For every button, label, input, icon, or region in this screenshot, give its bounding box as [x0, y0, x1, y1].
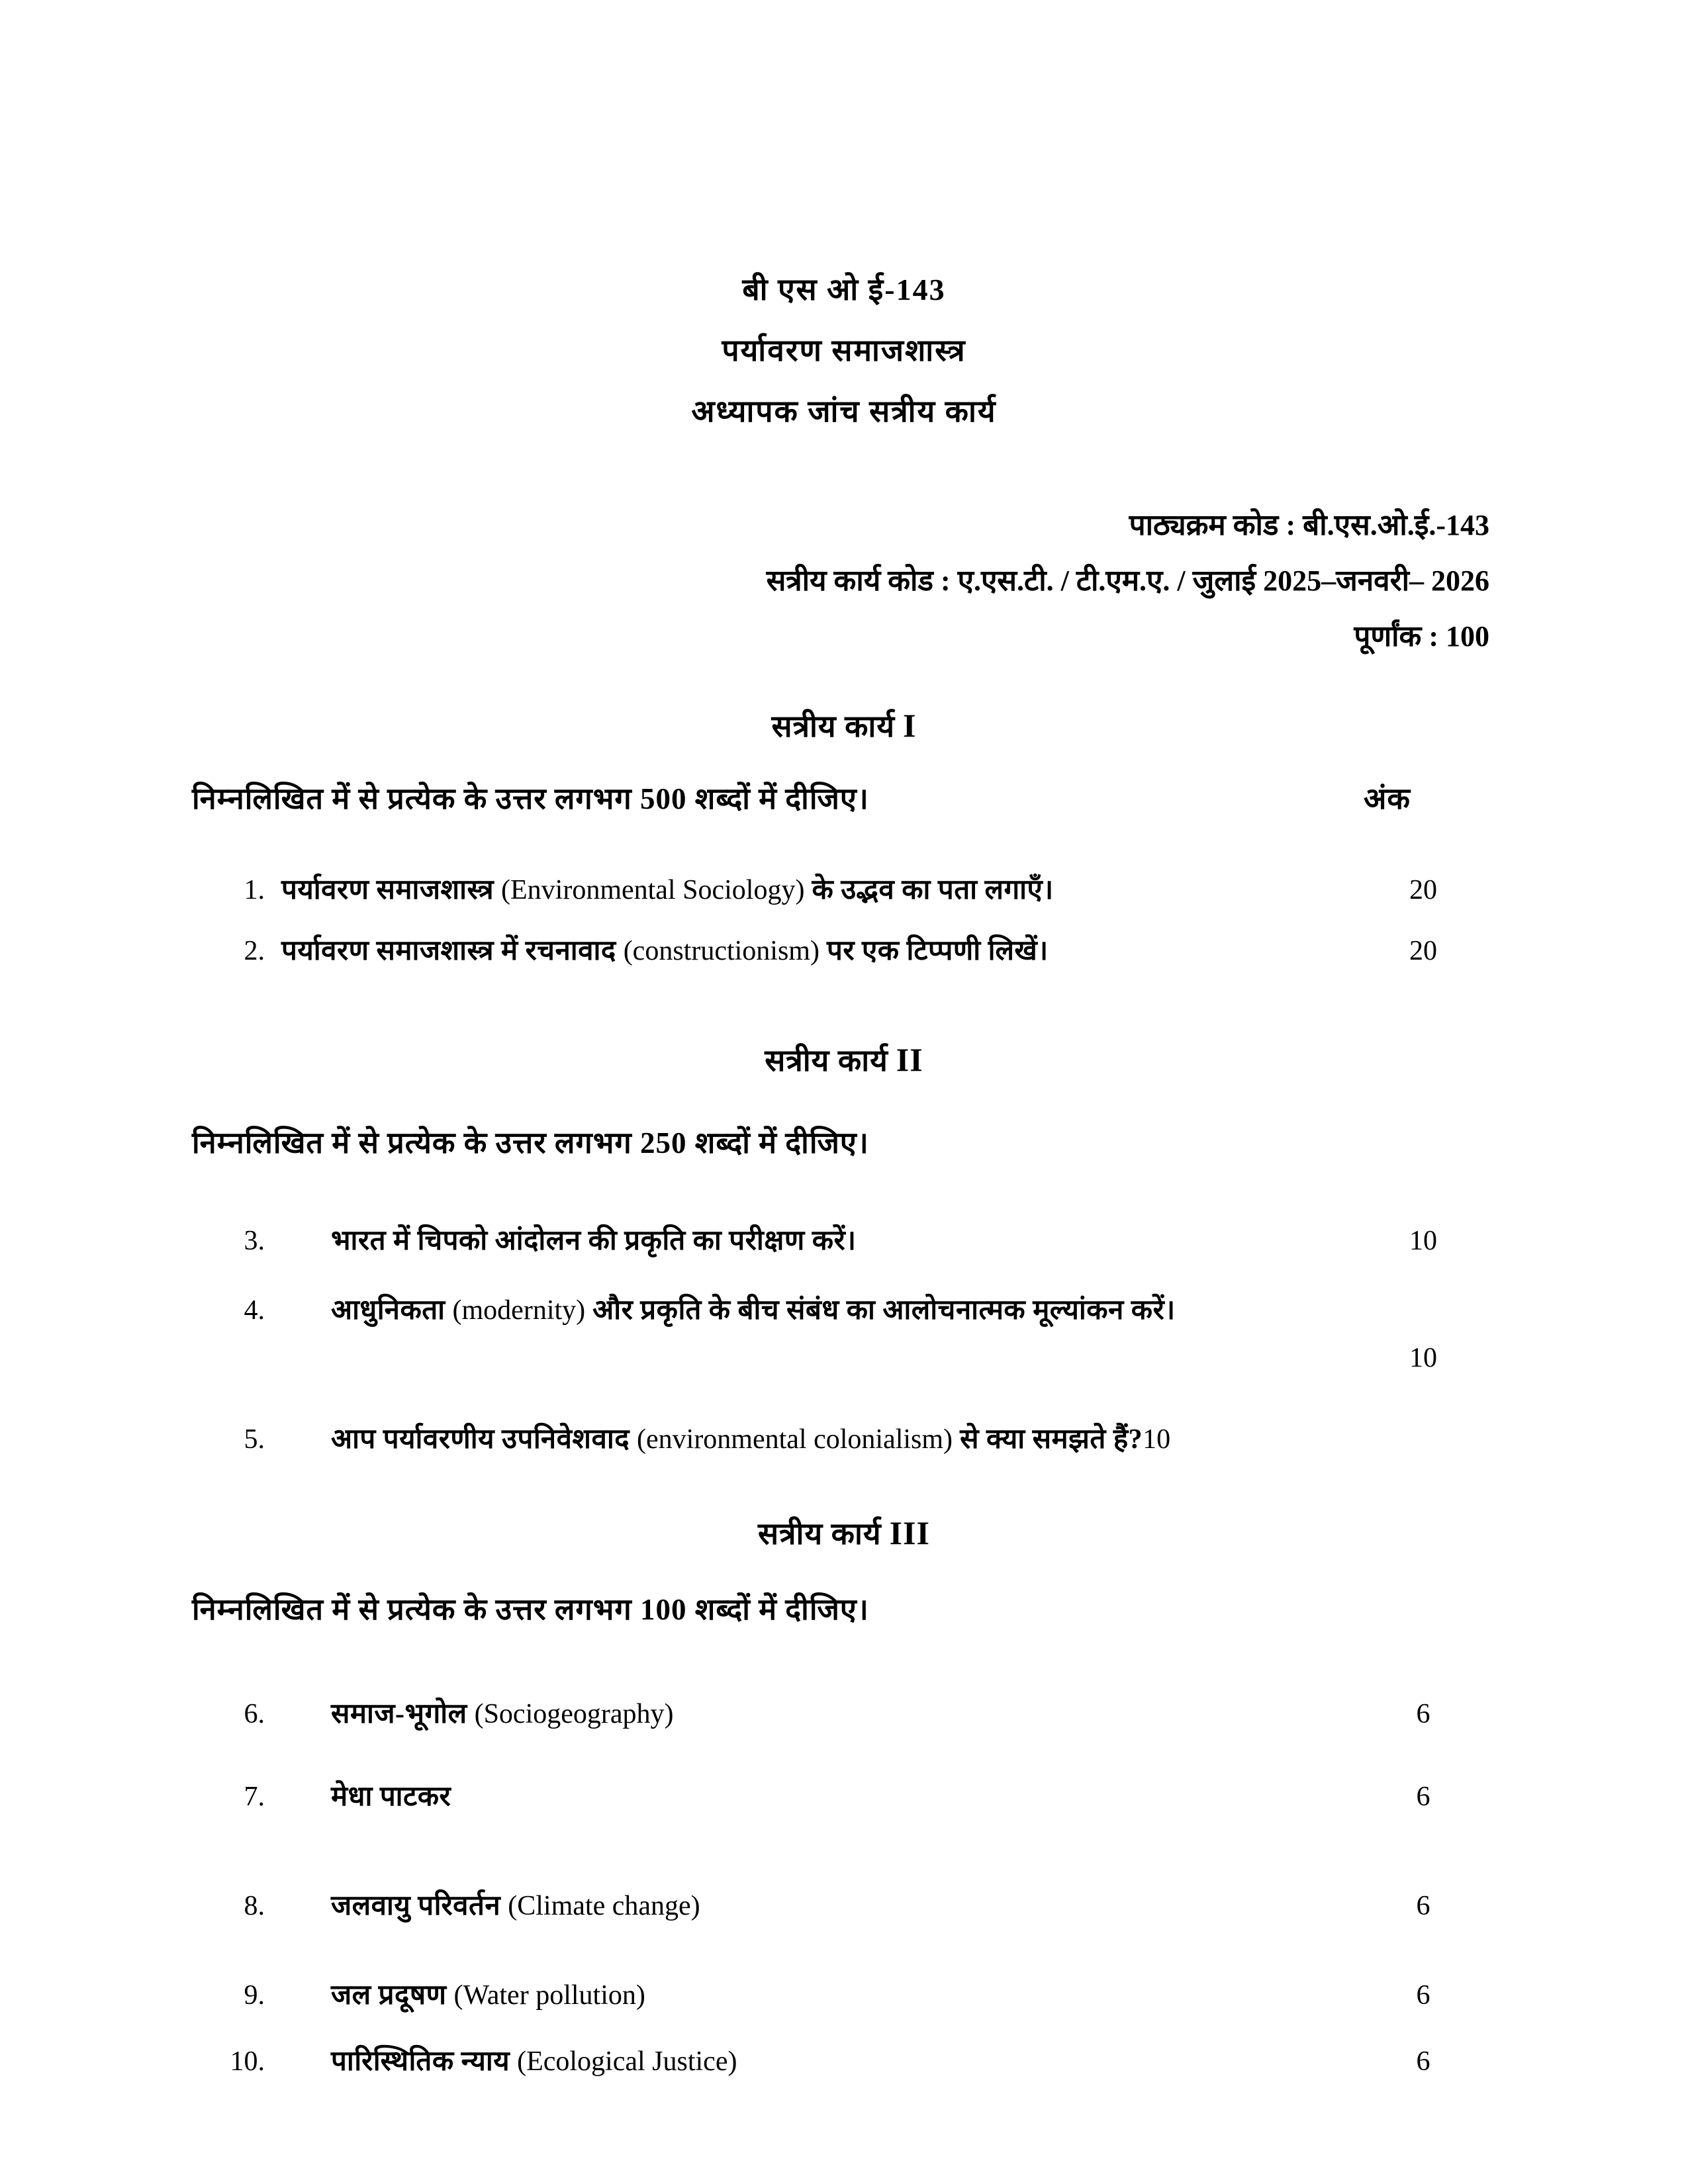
section-2-label: सत्रीय कार्य [765, 1044, 888, 1077]
section-3-label: सत्रीय कार्य [758, 1517, 882, 1551]
question-text-devanagari-lead: आप पर्यावरणीय उपनिवेशवाद [331, 1424, 637, 1455]
section-heading-2 [0, 1039, 1688, 1080]
question-number: 3. [244, 1226, 265, 1256]
question-marks: 6 [1416, 1699, 1430, 1729]
question-text [281, 934, 1476, 968]
question-text-devanagari-tail: पर एक टिप्पणी लिखें। [819, 936, 1049, 966]
question-text-english: (Water pollution) [453, 1980, 645, 2011]
question-item-3 [218, 1224, 1476, 1258]
question-text [331, 2045, 1476, 2079]
question-text [331, 1423, 1476, 1457]
section-1-instruction-row [192, 778, 1516, 818]
max-marks-line: पूर्णांक : 100 [1354, 620, 1489, 653]
course-code-line: पाठ्यक्रम कोड : बी.एस.ओ.ई.-143 [1129, 509, 1489, 541]
question-text-english: (Ecological Justice) [517, 2046, 737, 2077]
question-number: 5. [244, 1424, 265, 1455]
assignment-type-title: अध्यापक जांच सत्रीय कार्य [691, 394, 997, 428]
section-heading-3 [0, 1512, 1688, 1553]
question-text-devanagari-lead: समाज-भूगोल [331, 1699, 475, 1729]
question-text-devanagari-lead: पारिस्थितिक न्याय [331, 2046, 518, 2077]
question-text [331, 1979, 1476, 2013]
question-text-devanagari-lead: जल प्रदूषण [331, 1980, 454, 2011]
section-1-instruction: निम्नलिखित में से प्रत्येक के उत्तर लगभग 500 शब्दों में दीजिए। [192, 782, 869, 815]
question-text [331, 1224, 1476, 1258]
question-item-7 [218, 1780, 1476, 1814]
question-marks: 6 [1416, 1980, 1430, 2011]
question-number: 10. [230, 2046, 265, 2077]
question-text-devanagari-lead: पर्यावरण समाजशास्त्र [281, 875, 502, 905]
question-text-devanagari-tail: के उद्भव का पता लगाएँ। [804, 875, 1054, 905]
question-text-devanagari-lead: पर्यावरण समाजशास्त्र में रचनावाद [281, 936, 624, 966]
question-number: 2. [244, 936, 265, 966]
question-text-english: (modernity) [452, 1295, 586, 1326]
section-1-roman: I [903, 707, 917, 744]
question-number: 9. [244, 1980, 265, 2011]
section-3-roman: III [889, 1514, 930, 1551]
question-text [281, 874, 1476, 907]
question-text-english: (Climate change) [508, 1891, 700, 1921]
question-marks: 6 [1416, 1782, 1430, 1812]
section-heading-1 [0, 705, 1688, 746]
question-text-devanagari-tail: और प्रकृति के बीच संबंध का आलोचनात्मक मूल्यांकन करें। [585, 1295, 1176, 1326]
question-item-10 [218, 2045, 1476, 2079]
question-number: 8. [244, 1891, 265, 1921]
question-number: 1. [244, 875, 265, 905]
section-1-label: सत्रीय कार्य [771, 709, 896, 743]
question-marks: 10 [1409, 1226, 1437, 1256]
section-2-instruction: निम्नलिखित में से प्रत्येक के उत्तर लगभग 250 शब्दों में दीजिए। [192, 1126, 869, 1160]
question-item-6 [218, 1698, 1476, 1731]
question-text-english: (constructionism) [623, 936, 820, 966]
question-marks: 20 [1409, 936, 1437, 966]
course-title: पर्यावरण समाजशास्त्र [722, 334, 966, 367]
question-text-devanagari-lead: मेधा पाटकर [331, 1782, 451, 1812]
question-marks: 20 [1409, 875, 1437, 905]
question-item-4 [218, 1294, 1437, 1373]
question-item-5 [218, 1423, 1476, 1457]
question-text-english: (Environmental Sociology) [501, 875, 805, 905]
section-3-instruction-row [192, 1588, 1516, 1629]
question-marks-inline: 10 [1143, 1424, 1171, 1455]
course-code-title: बी एस ओ ई-143 [742, 273, 946, 306]
question-text [331, 1780, 1476, 1814]
question-item-1 [218, 874, 1476, 907]
question-number: 4. [244, 1295, 265, 1326]
question-marks: 6 [1416, 1891, 1430, 1921]
question-marks: 6 [1416, 2046, 1430, 2077]
question-text-devanagari-lead: जलवायु परिवर्तन [331, 1891, 508, 1921]
assignment-meta-block [767, 511, 1489, 651]
section-2-roman: II [896, 1041, 923, 1078]
question-text-english: (environmental colonialism) [637, 1424, 953, 1455]
section-3-instruction: निम्नलिखित में से प्रत्येक के उत्तर लगभग 100 शब्दों में दीजिए। [192, 1593, 869, 1626]
question-text-english: (Sociogeography) [474, 1699, 674, 1729]
assignment-code-line: सत्रीय कार्य कोड : ए.एस.टी. / टी.एम.ए. / जुलाई 2025–जनवरी– 2026 [766, 565, 1489, 597]
marks-column-header: अंक [1364, 782, 1411, 815]
question-item-2 [218, 934, 1476, 968]
question-item-9 [218, 1979, 1476, 2013]
question-text [331, 1294, 1291, 1328]
question-number: 7. [244, 1782, 265, 1812]
question-text-devanagari-lead: भारत में चिपको आंदोलन की प्रकृति का परीक्षण करें। [331, 1226, 857, 1256]
question-item-8 [218, 1889, 1476, 1923]
question-text-devanagari-lead: आधुनिकता [331, 1295, 453, 1326]
question-marks: 10 [1409, 1343, 1437, 1373]
question-text [331, 1698, 1476, 1731]
section-2-instruction-row [192, 1122, 1516, 1162]
question-text [331, 1889, 1476, 1923]
question-number: 6. [244, 1699, 265, 1729]
document-header [0, 275, 1688, 427]
question-text-devanagari-tail: से क्या समझते हैं? [953, 1424, 1143, 1455]
